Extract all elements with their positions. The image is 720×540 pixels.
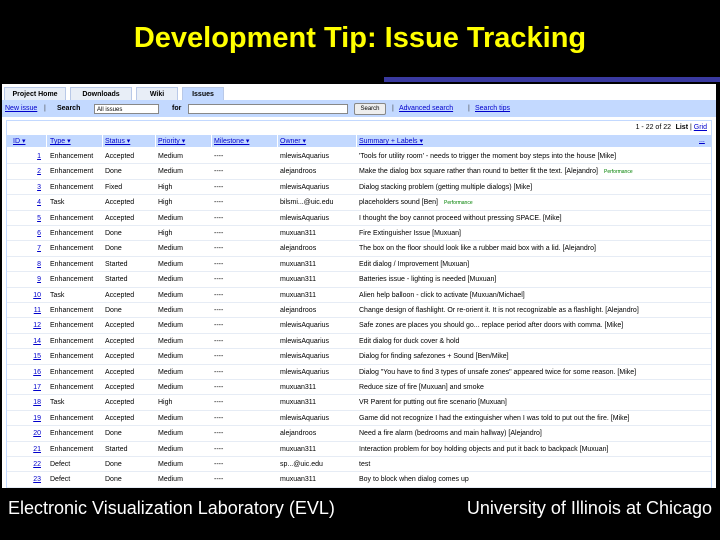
column-divider [46,135,47,147]
issue-owner: mlewisAquarius [280,337,330,345]
issue-priority: Medium [158,476,183,484]
issue-type: Enhancement [50,414,94,422]
table-row[interactable] [7,180,711,195]
issue-summary-link[interactable]: The box on the floor should look like a rubber maid box with a lid. [Alejandro] [359,245,596,253]
issue-owner: muxuan311 [280,230,317,237]
issue-summary-link[interactable]: Edit dialog / Improvement [Muxuan] [359,260,470,268]
issue-owner: muxuan311 [280,291,317,299]
issue-type: Enhancement [50,307,94,314]
issue-status: Started [105,276,128,284]
issue-type: Enhancement [50,337,94,345]
issue-id-link[interactable]: 8 [37,260,41,268]
column-divider [155,135,156,147]
advanced-search-link[interactable]: Advanced search [399,105,454,112]
table-row[interactable] [7,318,711,333]
issue-milestone: ---- [214,368,224,376]
issue-summary-link[interactable]: Reduce size of fire [Muxuan] and smoke [359,384,484,391]
issue-summary-link[interactable]: Fire Extinguisher Issue [Muxuan] [359,230,461,237]
issue-priority: Medium [158,337,183,345]
issue-milestone: ---- [214,322,224,330]
column-divider [277,135,278,147]
issue-scope-select[interactable]: All issues [94,104,159,114]
issue-type: Enhancement [50,368,94,376]
issue-priority: Medium [158,445,183,453]
issue-priority: High [158,183,173,191]
issue-milestone: ---- [214,214,224,222]
slide-title: Development Tip: Issue Tracking [133,22,587,54]
issue-summary-link[interactable]: Boy to block when dialog comes up [359,476,469,484]
issue-id-link[interactable]: 7 [37,245,41,253]
table-row[interactable] [7,288,711,303]
issue-id-link[interactable]: 4 [37,199,41,207]
issue-owner: sp...@uic.edu [280,461,323,468]
issue-id-link[interactable]: 20 [33,430,41,438]
issue-milestone: ---- [214,230,224,237]
issue-tracker-screenshot [2,84,716,488]
issue-status: Accepted [105,214,135,222]
column-header-status[interactable]: Status ▾ [105,138,131,145]
issue-status: Accepted [105,399,135,407]
issue-milestone: ---- [214,353,224,361]
issue-priority: Medium [158,260,183,268]
issue-owner: muxuan311 [280,445,317,453]
issue-priority: High [158,230,173,237]
issue-owner: alejandroos [280,430,317,438]
issue-milestone: ---- [214,307,224,314]
issues-table-header [7,135,711,147]
issue-id-link[interactable]: 15 [33,353,41,361]
issue-priority: Medium [158,307,183,314]
issue-priority: Medium [158,245,183,253]
toolbar-divider: | [468,105,470,112]
issue-owner: muxuan311 [280,384,317,391]
issue-summary-link[interactable]: Alien help balloon - click to activate [Muxuan/Michael] [359,291,525,299]
issue-label-tag[interactable]: Performance [444,200,473,207]
issue-milestone: ---- [214,445,224,453]
pagination-count: 1 - 22 of 22 [635,124,671,131]
issue-type: Enhancement [50,245,94,253]
issue-milestone: ---- [214,245,224,253]
issue-id-link[interactable]: 5 [37,214,41,222]
project-tabs [2,84,716,100]
issue-milestone: ---- [214,168,224,176]
issue-owner: alejandroos [280,245,317,253]
issue-priority: Medium [158,461,183,468]
issue-status: Accepted [105,384,135,391]
issue-type: Defect [50,476,71,484]
issue-status: Accepted [105,322,135,330]
issue-owner: muxuan311 [280,399,317,407]
table-row[interactable] [7,380,711,395]
issue-milestone: ---- [214,384,224,391]
view-mode-divider: | [689,124,692,131]
issue-summary-link[interactable]: Dialog for finding safezones + Sound [Ben/Mike] [359,353,509,361]
column-header-milestone[interactable]: Milestone ▾ [214,138,250,145]
issue-summary-link[interactable]: Change design of flashlight. Or re-orient it. It is not recognizable as a flashlight. [Alejandro] [359,307,639,314]
issue-summary-link[interactable]: placeholders sound [Ben] [359,199,438,207]
table-row[interactable] [7,211,711,226]
issue-milestone: ---- [214,260,224,268]
tab-wiki[interactable]: Wiki [136,87,178,100]
column-header-owner[interactable]: Owner ▾ [280,138,307,145]
issue-milestone: ---- [214,430,224,438]
column-options-button[interactable]: ... [699,137,705,144]
footer-lab-name: Electronic Visualization Laboratory (EVL) [8,498,335,518]
issue-owner: mlewisAquarius [280,368,330,376]
issue-type: Enhancement [50,276,94,284]
issue-priority: Medium [158,414,183,422]
issue-owner: mlewisAquarius [280,353,330,361]
issue-owner: mlewisAquarius [280,153,330,160]
issue-owner: mlewisAquarius [280,322,330,330]
table-row[interactable] [7,457,711,472]
issue-milestone: ---- [214,476,224,484]
issue-type: Enhancement [50,153,94,160]
issue-owner: muxuan311 [280,260,317,268]
issue-status: Accepted [105,337,135,345]
issue-type: Defect [50,461,71,468]
issue-type: Enhancement [50,183,94,191]
issue-status: Started [105,445,128,453]
issue-owner: alejandroos [280,307,317,314]
issue-type: Enhancement [50,230,94,237]
table-row[interactable] [7,303,711,318]
issue-type: Task [50,199,65,207]
for-label: for [172,105,182,112]
search-label: Search [57,105,81,112]
issue-status: Done [105,430,122,438]
table-row[interactable] [7,226,711,241]
table-row[interactable] [7,472,711,487]
issue-milestone: ---- [214,153,224,160]
column-header-priority[interactable]: Priority ▾ [158,138,186,145]
issue-priority: Medium [158,168,183,176]
issue-id-link[interactable]: 18 [33,399,41,407]
issue-priority: High [158,199,173,207]
issue-summary-link[interactable]: Need a fire alarm (bedrooms and main hallway) [Alejandro] [359,430,542,438]
issue-status: Started [105,260,128,268]
column-header-summary[interactable]: Summary + Labels ▾ [359,138,424,145]
issue-type: Enhancement [50,430,94,438]
column-header-type[interactable]: Type ▾ [50,138,71,145]
issue-owner: muxuan311 [280,276,317,284]
issue-priority: Medium [158,384,183,391]
issue-id-link[interactable]: 1 [37,153,41,160]
issue-summary-link[interactable]: VR Parent for putting out fire scenario [Muxuan] [359,399,507,407]
new-issue-link[interactable]: New issue [5,105,38,112]
issue-type: Task [50,399,65,407]
search-input[interactable] [188,104,348,114]
issue-status: Done [105,230,122,237]
issue-status: Done [105,168,122,176]
issue-priority: Medium [158,368,183,376]
issue-priority: Medium [158,353,183,361]
issue-summary-link[interactable]: Batteries issue - lighting is needed [Muxuan] [359,276,497,284]
issue-milestone: ---- [214,461,224,468]
table-row[interactable] [7,149,711,164]
table-row[interactable] [7,395,711,410]
issue-owner: alejandroos [280,168,317,176]
issue-milestone: ---- [214,414,224,422]
issue-type: Enhancement [50,445,94,453]
issue-milestone: ---- [214,399,224,407]
issue-status: Accepted [105,414,135,422]
issue-id-link[interactable]: 6 [37,230,41,237]
issue-id-link[interactable]: 2 [37,168,41,176]
table-row[interactable] [7,442,711,457]
search-button[interactable]: Search [354,103,386,115]
issue-id-link[interactable]: 16 [33,368,41,376]
tab-downloads[interactable]: Downloads [70,87,132,100]
issue-milestone: ---- [214,276,224,284]
issue-id-link[interactable]: 12 [33,322,41,330]
issue-type: Enhancement [50,168,94,176]
title-underline-bar [384,77,720,82]
issues-list-panel [6,120,712,488]
table-row[interactable] [7,349,711,364]
issue-priority: High [158,399,173,407]
view-mode-switch [676,124,707,131]
issue-id-link[interactable]: 23 [33,476,41,484]
issue-status: Done [105,461,122,468]
issue-milestone: ---- [214,183,224,191]
issue-priority: Medium [158,430,183,438]
toolbar-divider: | [392,105,394,112]
issue-id-link[interactable]: 17 [33,384,41,391]
column-divider [211,135,212,147]
issue-id-link[interactable]: 11 [33,307,41,314]
column-header-id[interactable]: ID ▾ [13,138,26,145]
table-row[interactable] [7,426,711,441]
issue-id-link[interactable]: 21 [33,445,41,453]
issue-id-link[interactable]: 9 [37,276,41,284]
issue-status: Accepted [105,199,135,207]
issue-priority: Medium [158,153,183,160]
toolbar-divider: | [44,105,46,112]
table-row[interactable] [7,411,711,426]
issue-status: Done [105,245,122,253]
issue-label-tag[interactable]: Performance [604,169,633,176]
grid-view-link[interactable]: Grid [693,124,707,131]
tab-project-home[interactable]: Project Home [4,87,66,100]
issue-status: Accepted [105,291,135,299]
issue-summary-link[interactable]: Dialog "You have to find 3 types of unsafe zones" appeared twice for some reason. [Mike] [359,368,637,376]
issue-status: Done [105,307,122,314]
column-divider [102,135,103,147]
issue-id-link[interactable]: 10 [33,291,41,299]
issue-milestone: ---- [214,291,224,299]
issue-summary-link[interactable]: Interaction problem for boy holding objects and put it back to backpack [Muxuan] [359,445,609,453]
issue-id-link[interactable]: 3 [37,183,41,191]
issue-priority: Medium [158,322,183,330]
table-row[interactable] [7,195,711,210]
table-row[interactable] [7,241,711,256]
table-row[interactable] [7,334,711,349]
issue-summary-link[interactable]: Make the dialog box square rather than round to better fit the text. [Alejandro] [359,168,598,176]
issue-id-link[interactable]: 19 [33,414,41,422]
issue-status: Fixed [105,183,123,191]
issue-type: Enhancement [50,214,94,222]
issue-id-link[interactable]: 14 [33,337,41,345]
issue-summary-link[interactable]: I thought the boy cannot proceed without pressing SPACE. [Mike] [359,214,562,222]
issue-search-toolbar [2,102,716,117]
footer-university-name: University of Illinois at Chicago [466,498,712,518]
table-row[interactable] [7,164,711,179]
list-view-label: List [675,124,689,131]
issue-summary-link[interactable]: test [359,461,371,468]
issue-summary-link[interactable]: 'Tools for utility room' - needs to trigger the moment boy steps into the house [Mike] [359,153,617,160]
issue-milestone: ---- [214,337,224,345]
issue-summary-link[interactable]: Safe zones are places you should go... replace period after doors with comma. [Mike] [359,322,624,330]
issue-owner: mlewisAquarius [280,183,330,191]
table-row[interactable] [7,365,711,380]
issue-owner: bilsmi...@uic.edu [280,199,334,207]
issue-status: Done [105,476,122,484]
issue-summary-link[interactable]: Game did not recognize I had the extinguisher when I was told to put out the fire. [Mike] [359,414,630,422]
issue-summary-link[interactable]: Dialog stacking problem (getting multiple dialogs) [Mike] [359,183,533,191]
issue-type: Enhancement [50,260,94,268]
issue-status: Accepted [105,353,135,361]
issue-type: Enhancement [50,384,94,391]
search-tips-link[interactable]: Search tips [475,105,511,112]
issue-status: Accepted [105,368,135,376]
issue-type: Enhancement [50,353,94,361]
issue-priority: Medium [158,214,183,222]
issue-summary-link[interactable]: Edit dialog for duck cover & hold [359,337,460,345]
issue-owner: mlewisAquarius [280,214,330,222]
issue-priority: Medium [158,276,183,284]
table-row[interactable] [7,272,711,287]
issue-owner: mlewisAquarius [280,414,330,422]
issue-type: Task [50,291,65,299]
column-divider [356,135,357,147]
issue-type: Enhancement [50,322,94,330]
issue-status: Accepted [105,153,135,160]
tab-issues[interactable]: Issues [182,87,224,100]
issue-priority: Medium [158,291,183,299]
issue-owner: muxuan311 [280,476,317,484]
issue-milestone: ---- [214,199,224,207]
table-row[interactable] [7,257,711,272]
issue-id-link[interactable]: 22 [33,461,41,468]
